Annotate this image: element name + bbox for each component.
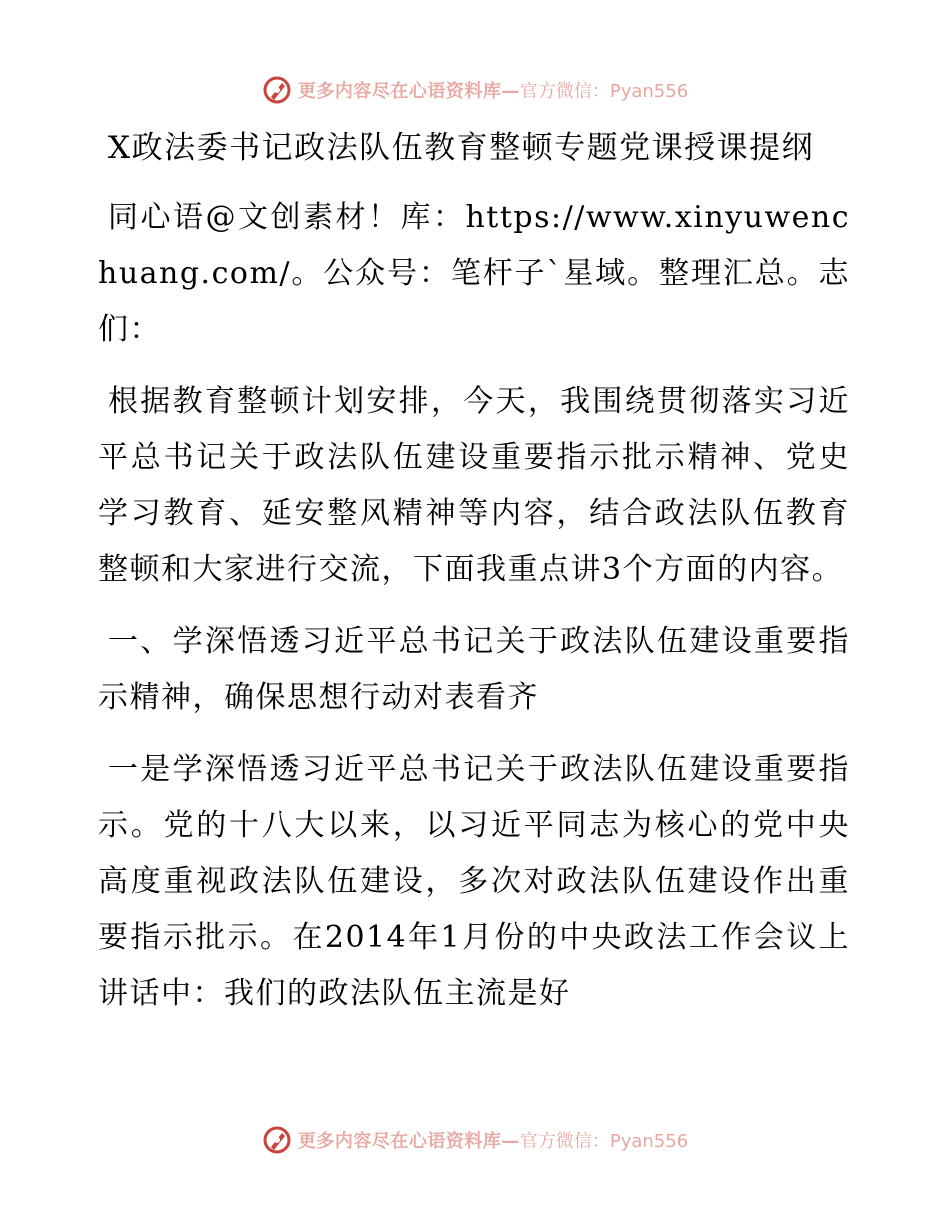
- banner-text: 更多内容尽在心语资料库—: [297, 81, 520, 102]
- section-heading: 一、学深悟透习近平总书记关于政法队伍建设重要指示精神，确保思想行动对表看齐: [98, 624, 850, 715]
- paragraph: 同心语@文创素材！库：https://www.xinyuwenchuang.com/。公众号：笔杆子`星域。整理汇总。志们：: [98, 200, 850, 347]
- banner-contact: 官方微信：Pyan556: [519, 81, 689, 102]
- banner-contact: 官方微信：Pyan556: [519, 1131, 689, 1152]
- paragraph: 一是学深悟透习近平总书记关于政法队伍建设重要指示。党的十八大以来，以习近平同志为核心的党中央高度重视政法队伍建设，多次对政法队伍建设作出重要指示批示。在2014年1月份的中央政法工作会议上讲话中：我们的政法队伍主流是好: [98, 752, 850, 1011]
- document-title: X政法委书记政法队伍教育整顿专题党课授课提纲: [108, 130, 815, 166]
- pen-circle-logo-icon: [262, 75, 292, 105]
- footer-banner: [0, 1120, 950, 1160]
- header-banner: [0, 70, 950, 110]
- pen-circle-logo-icon: [262, 1125, 292, 1155]
- banner-text: 更多内容尽在心语资料库—: [297, 1131, 520, 1152]
- document-body: [98, 122, 850, 1038]
- paragraph: 根据教育整顿计划安排，今天，我围绕贯彻落实习近平总书记关于政法队伍建设重要指示批示精神、党史学习教育、延安整风精神等内容，结合政法队伍教育整顿和大家进行交流，下面我重点讲3个方面的内容。: [98, 384, 850, 587]
